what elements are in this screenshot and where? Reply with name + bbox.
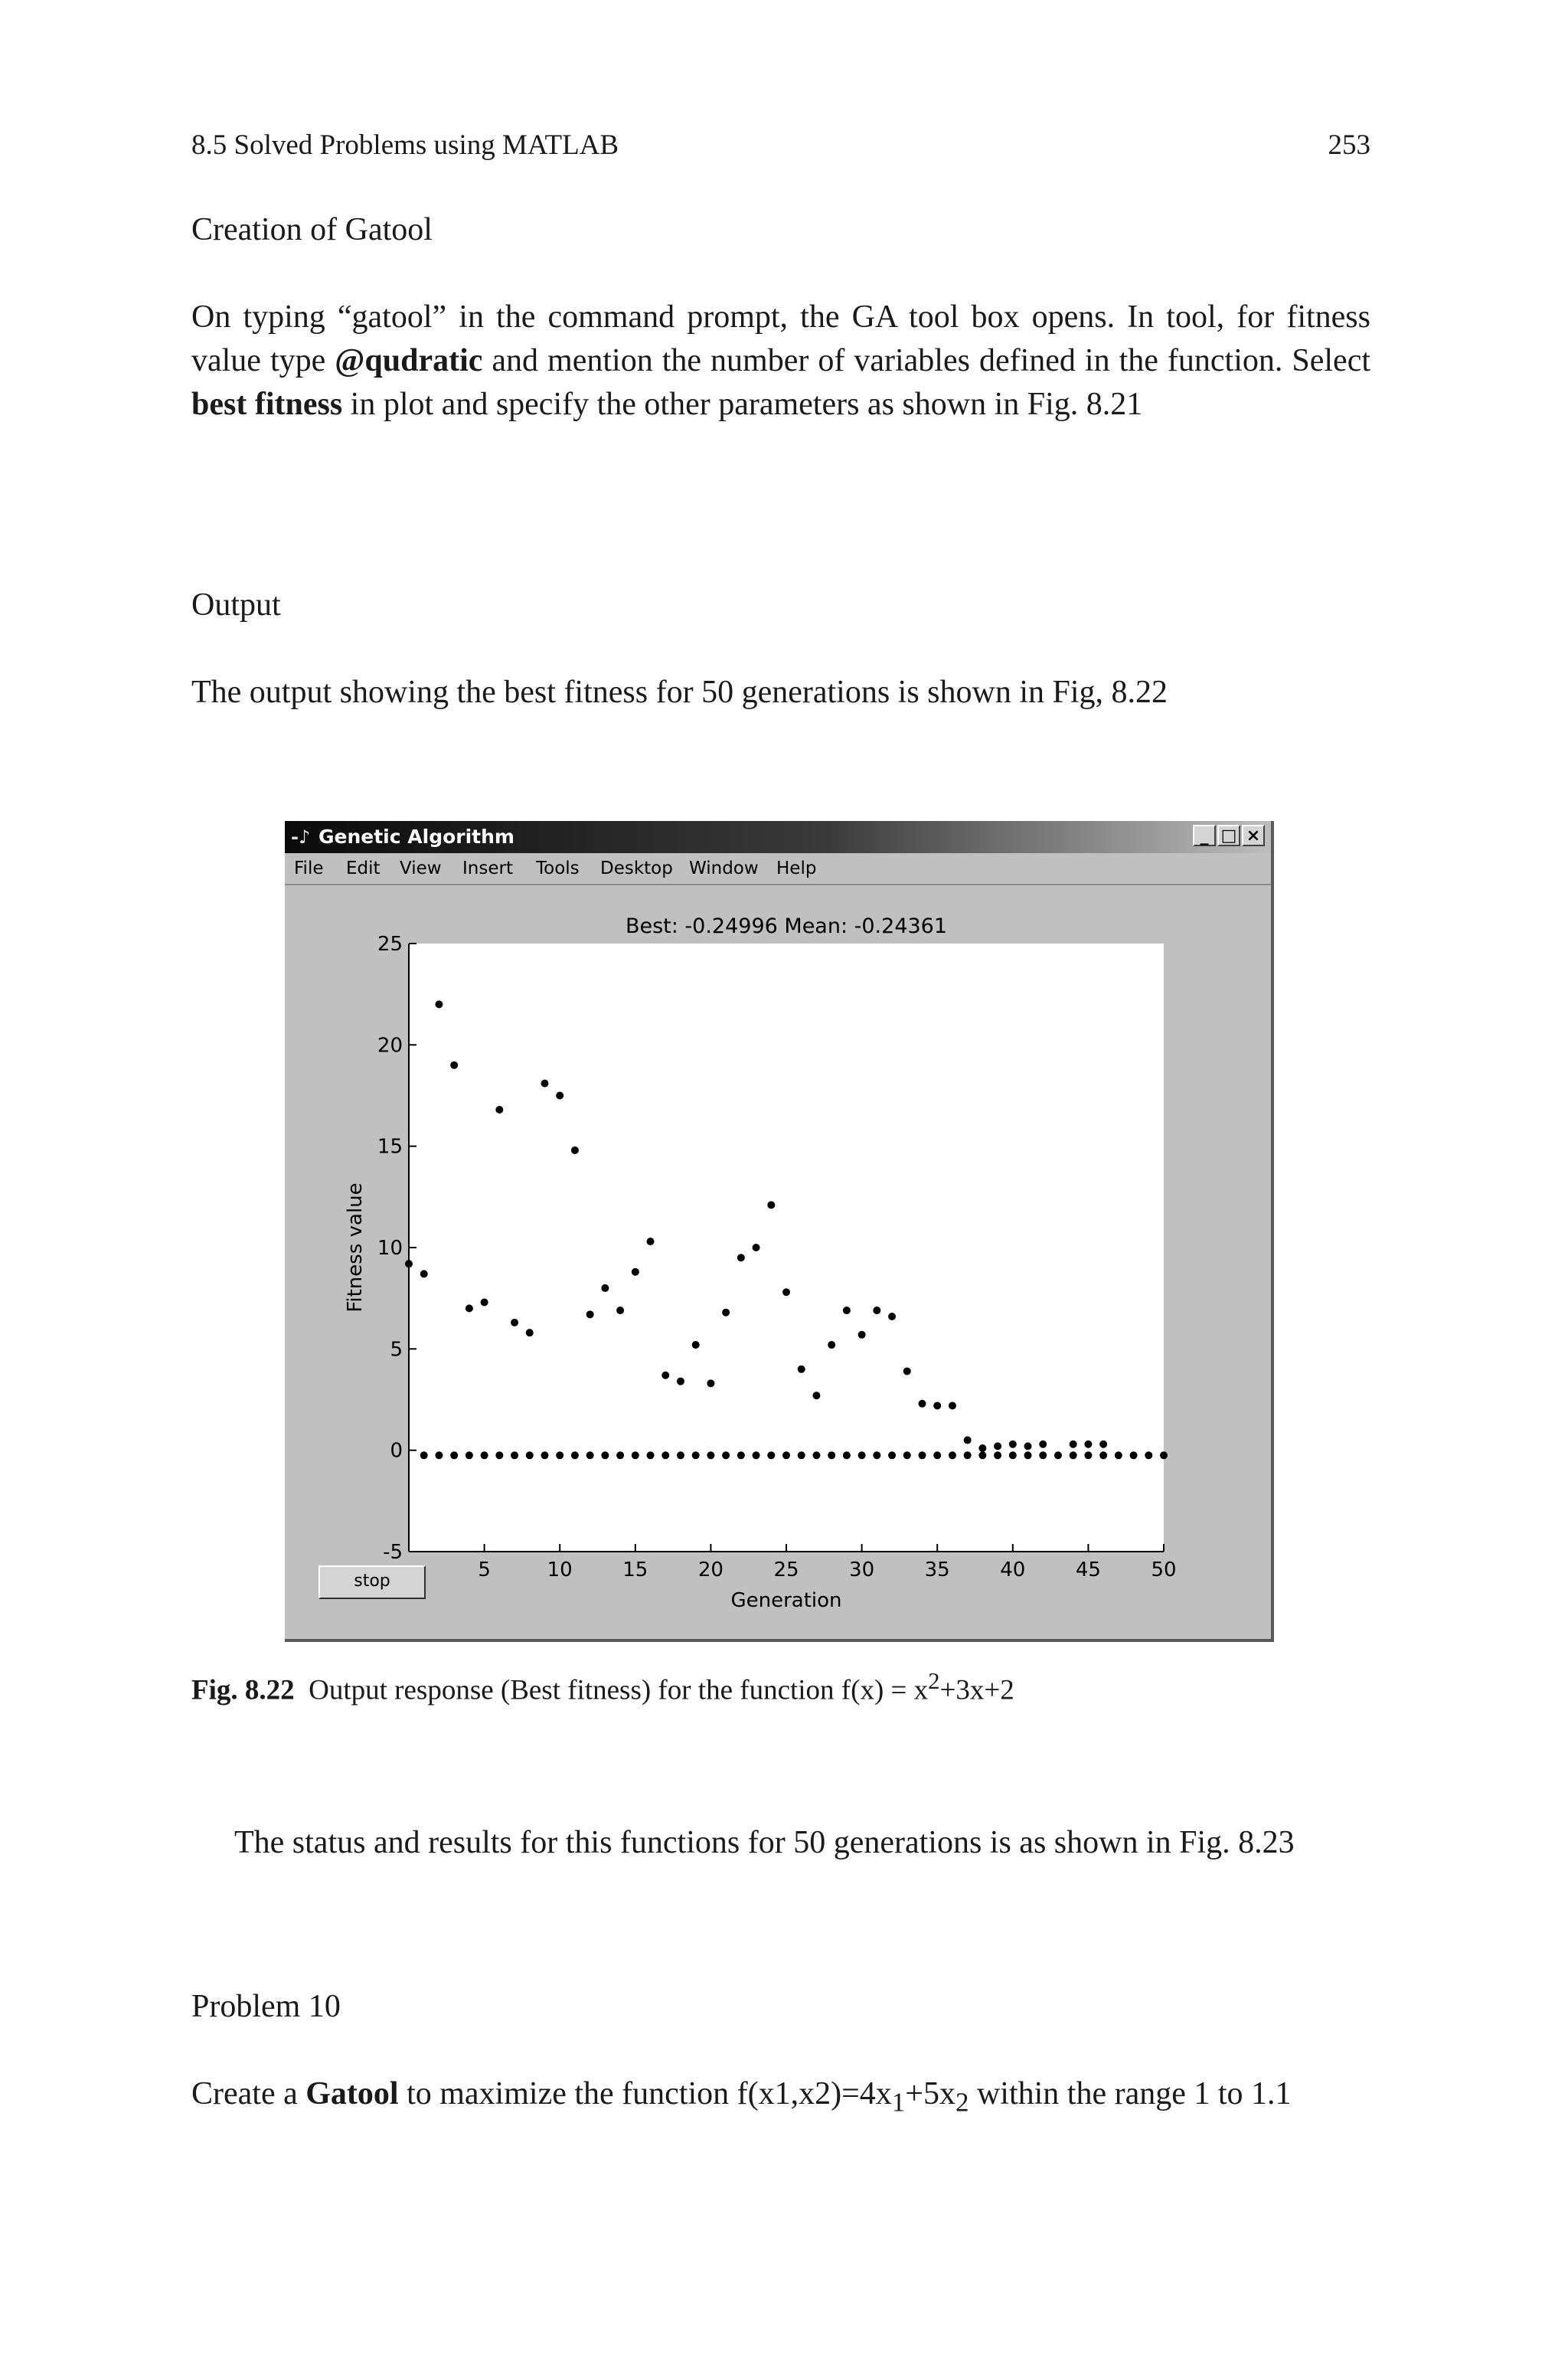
- mean-fitness-point: [858, 1331, 866, 1339]
- mean-fitness-point: [495, 1106, 503, 1114]
- y-tick-label: 15: [377, 1135, 403, 1159]
- mean-fitness-point: [753, 1244, 760, 1251]
- mean-fitness-point: [903, 1367, 911, 1375]
- mean-fitness-point: [767, 1201, 775, 1209]
- best-fitness-point: [647, 1451, 655, 1459]
- mean-fitness-point: [737, 1254, 745, 1261]
- mean-fitness-point: [571, 1146, 579, 1154]
- menu-edit[interactable]: Edit: [346, 859, 381, 878]
- mean-fitness-point: [1024, 1442, 1032, 1450]
- mean-fitness-point: [1099, 1441, 1107, 1448]
- mean-fitness-point: [420, 1270, 428, 1277]
- best-fitness-point: [798, 1451, 805, 1459]
- problem-text-2: to maximize the function f(x1,x2)=4x: [398, 2076, 892, 2111]
- mean-fitness-point: [828, 1341, 835, 1349]
- best-fitness-point: [1099, 1451, 1107, 1459]
- creation-text-1: On typing “gatool” in the command prompt, the GA tool box opens. In tool, for fitness value type: [191, 299, 1370, 378]
- creation-text-3: in plot and specify the other parameters as shown in Fig. 8.21: [342, 387, 1143, 422]
- paragraph-status: The status and results for this functions for 50 generations is as shown in Fig. 8.23: [234, 1825, 1295, 1860]
- mean-fitness-point: [435, 1000, 443, 1008]
- fitness-chart: [285, 821, 1271, 1639]
- menu-window[interactable]: Window: [689, 859, 759, 878]
- problem-text-3: +5x: [905, 2076, 956, 2111]
- mean-fitness-point: [632, 1268, 639, 1276]
- problem-subscript-2: 2: [955, 2087, 969, 2118]
- mean-fitness-point: [586, 1310, 594, 1318]
- best-fitness-point: [677, 1451, 684, 1459]
- x-tick-label: 45: [1075, 1558, 1101, 1581]
- page-number: 253: [1328, 129, 1370, 161]
- caption-tail: +3x+2: [939, 1674, 1014, 1706]
- paragraph-problem: [191, 2072, 1370, 2124]
- best-fitness-point: [949, 1451, 956, 1459]
- best-fitness-point: [1070, 1451, 1077, 1459]
- best-fitness-point: [828, 1451, 835, 1459]
- x-axis-label: Generation: [730, 1589, 842, 1612]
- caption-label: Fig. 8.22: [191, 1674, 295, 1706]
- best-fitness-point: [556, 1451, 564, 1459]
- best-fitness-point: [843, 1451, 851, 1459]
- problem-bold-gatool: Gatool: [305, 2076, 399, 2111]
- best-fitness-point: [601, 1451, 609, 1459]
- x-tick-label: 30: [849, 1558, 875, 1581]
- y-tick-label: 5: [390, 1338, 403, 1362]
- best-fitness-point: [1024, 1451, 1032, 1459]
- mean-fitness-point: [601, 1284, 609, 1292]
- menu-file[interactable]: File: [294, 859, 324, 878]
- y-tick-label: 25: [377, 933, 403, 956]
- mean-fitness-point: [466, 1304, 473, 1312]
- mean-fitness-point: [616, 1307, 624, 1314]
- heading-problem: Problem 10: [191, 1989, 341, 2024]
- close-button[interactable]: ×: [1242, 825, 1265, 846]
- best-fitness-point: [707, 1451, 714, 1459]
- best-fitness-point: [1130, 1451, 1138, 1459]
- mean-fitness-point: [405, 1260, 413, 1267]
- mean-fitness-point: [994, 1442, 1001, 1450]
- chart-title: Best: -0.24996 Mean: -0.24361: [625, 914, 948, 938]
- x-tick-label: 35: [924, 1558, 950, 1581]
- mean-fitness-point: [556, 1092, 564, 1100]
- best-fitness-point: [1160, 1451, 1168, 1459]
- best-fitness-point: [692, 1451, 700, 1459]
- best-fitness-point: [420, 1451, 428, 1459]
- best-fitness-point: [994, 1451, 1001, 1459]
- heading-output: Output: [191, 587, 281, 623]
- best-fitness-point: [466, 1451, 473, 1459]
- mean-fitness-point: [647, 1238, 655, 1245]
- best-fitness-point: [1054, 1451, 1062, 1459]
- mean-fitness-point: [978, 1444, 986, 1452]
- menu-insert[interactable]: Insert: [462, 859, 513, 878]
- best-fitness-point: [888, 1451, 896, 1459]
- best-fitness-point: [722, 1451, 730, 1459]
- figure-window: [285, 821, 1274, 1642]
- best-fitness-point: [616, 1451, 624, 1459]
- best-fitness-point: [782, 1451, 790, 1459]
- mean-fitness-point: [511, 1319, 518, 1326]
- mean-fitness-point: [782, 1288, 790, 1296]
- best-fitness-point: [586, 1451, 594, 1459]
- mean-fitness-point: [526, 1329, 534, 1336]
- x-tick-label: 10: [547, 1558, 573, 1581]
- best-fitness-point: [812, 1451, 820, 1459]
- x-tick-label: 5: [478, 1558, 491, 1581]
- creation-bold-fitness-fn: @qudratic: [335, 343, 483, 378]
- mean-fitness-point: [933, 1402, 941, 1409]
- figure-caption: [191, 1663, 1014, 1708]
- heading-creation: Creation of Gatool: [191, 212, 433, 247]
- mean-fitness-point: [888, 1313, 896, 1320]
- best-fitness-point: [1039, 1451, 1047, 1459]
- x-tick-label: 15: [622, 1558, 648, 1581]
- x-tick-label: 25: [773, 1558, 799, 1581]
- best-fitness-point: [737, 1451, 745, 1459]
- best-fitness-point: [873, 1451, 880, 1459]
- x-tick-label: 50: [1151, 1558, 1177, 1581]
- mean-fitness-point: [677, 1378, 684, 1385]
- mean-fitness-point: [692, 1341, 700, 1349]
- best-fitness-point: [767, 1451, 775, 1459]
- best-fitness-point: [662, 1451, 669, 1459]
- y-tick-label: 0: [390, 1439, 403, 1463]
- problem-text-1: Create a: [191, 2076, 306, 2111]
- y-axis-label: Fitness value: [344, 1182, 367, 1313]
- mean-fitness-point: [964, 1436, 972, 1444]
- best-fitness-point: [571, 1451, 579, 1459]
- menu-view[interactable]: View: [400, 859, 442, 878]
- mean-fitness-point: [812, 1392, 820, 1399]
- best-fitness-point: [1145, 1451, 1152, 1459]
- mean-fitness-point: [949, 1402, 956, 1409]
- best-fitness-point: [1084, 1451, 1092, 1459]
- best-fitness-point: [1009, 1451, 1017, 1459]
- plot-area: [409, 944, 1164, 1552]
- best-fitness-point: [526, 1451, 534, 1459]
- caption-superscript: 2: [928, 1668, 940, 1694]
- caption-text: Output response (Best fitness) for the function f(x) = x: [309, 1674, 929, 1706]
- best-fitness-point: [978, 1451, 986, 1459]
- mean-fitness-point: [707, 1379, 714, 1387]
- best-fitness-point: [933, 1451, 941, 1459]
- problem-subscript-1: 1: [891, 2087, 906, 2118]
- x-tick-label: 20: [697, 1558, 724, 1581]
- best-fitness-point: [918, 1451, 926, 1459]
- best-fitness-point: [632, 1451, 639, 1459]
- mean-fitness-point: [722, 1309, 730, 1316]
- best-fitness-point: [495, 1451, 503, 1459]
- mean-fitness-point: [1084, 1441, 1092, 1448]
- menu-desktop[interactable]: Desktop: [600, 859, 673, 878]
- best-fitness-point: [858, 1451, 866, 1459]
- best-fitness-point: [481, 1451, 488, 1459]
- best-fitness-point: [511, 1451, 518, 1459]
- mean-fitness-point: [1039, 1441, 1047, 1448]
- paragraph-output: The output showing the best fitness for 50 generations is shown in Fig, 8.22: [191, 675, 1168, 710]
- mean-fitness-point: [662, 1372, 669, 1379]
- best-fitness-point: [1115, 1451, 1122, 1459]
- problem-text-4: within the range 1 to 1.1: [969, 2076, 1292, 2111]
- menu-tools[interactable]: Tools: [536, 859, 580, 878]
- creation-bold-best-fitness: best fitness: [191, 387, 343, 422]
- minimize-button[interactable]: _: [1193, 825, 1216, 846]
- best-fitness-point: [435, 1451, 443, 1459]
- x-tick-label: 40: [1000, 1558, 1026, 1581]
- window-title: Genetic Algorithm: [318, 826, 514, 848]
- running-head-section: 8.5 Solved Problems using MATLAB: [191, 129, 619, 161]
- best-fitness-point: [753, 1451, 760, 1459]
- maximize-button[interactable]: □: [1217, 825, 1240, 846]
- best-fitness-point: [964, 1451, 972, 1459]
- y-tick-label: -5: [383, 1541, 403, 1564]
- paragraph-creation: [191, 296, 1370, 427]
- menu-help[interactable]: Help: [776, 859, 817, 878]
- matlab-figure-icon: -♪: [291, 826, 311, 848]
- mean-fitness-point: [843, 1307, 851, 1314]
- y-tick-label: 20: [377, 1034, 403, 1058]
- stop-button[interactable]: stop: [318, 1565, 426, 1599]
- mean-fitness-point: [918, 1400, 926, 1408]
- y-tick-label: 10: [377, 1237, 403, 1260]
- mean-fitness-point: [450, 1061, 458, 1069]
- mean-fitness-point: [541, 1080, 548, 1088]
- mean-fitness-point: [1009, 1441, 1017, 1448]
- mean-fitness-point: [873, 1307, 880, 1314]
- mean-fitness-point: [481, 1298, 488, 1306]
- mean-fitness-point: [798, 1366, 805, 1373]
- running-head: [191, 129, 1370, 162]
- best-fitness-point: [903, 1451, 911, 1459]
- mean-fitness-point: [1070, 1441, 1077, 1448]
- best-fitness-point: [450, 1451, 458, 1459]
- creation-text-2: and mention the number of variables defined in the function. Select: [482, 343, 1371, 378]
- best-fitness-point: [541, 1451, 548, 1459]
